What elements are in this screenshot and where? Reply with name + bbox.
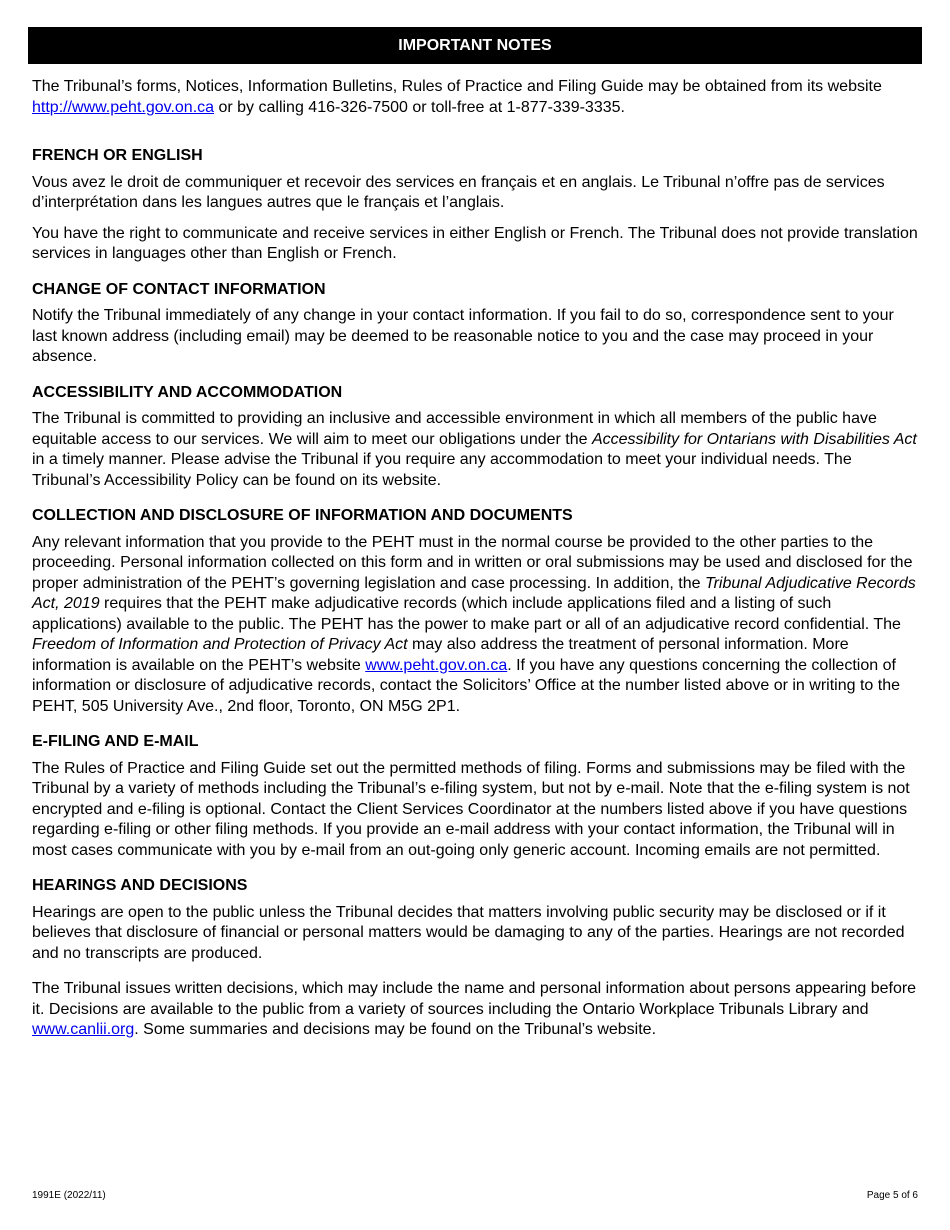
intro-paragraph xyxy=(32,77,918,118)
intro-text-1: The Tribunal’s forms, Notices, Information Bulletins, Rules of Practice and Filing Guide may be obtained from its website xyxy=(32,78,882,95)
collection-text-2: requires that the PEHT make adjudicative records (which include applications filed and a listing of such applications) available to the public. The PEHT has the power to make part or all of an adjudicative record confidential. The xyxy=(32,595,901,633)
accessibility-act-title: Accessibility for Ontarians with Disabilities Act xyxy=(591,430,917,448)
records-act-title: Tribunal Adjudicative Records Act, 2019 xyxy=(32,574,916,612)
important-notes-header xyxy=(28,27,922,64)
peht-website-link[interactable]: www.peht.gov.on.ca xyxy=(365,656,508,674)
accessibility-heading: ACCESSIBILITY AND ACCOMMODATION xyxy=(32,383,343,401)
hearings-heading: HEARINGS AND DECISIONS xyxy=(32,877,248,894)
privacy-act-title: Freedom of Information and Protection of Privacy Act xyxy=(32,636,408,653)
canlii-link[interactable]: www.canlii.org xyxy=(32,1021,135,1038)
efiling-heading: E-FILING AND E-MAIL xyxy=(32,733,199,750)
decisions-text-1: The Tribunal issues written decisions, which may include the name and personal information about persons appearing before it. Decisions are available to the public from a variety of sources including the Ontario Workplace Tribunals Library and xyxy=(32,980,917,1018)
accessibility-text-2: in a timely manner. Please advise the Tribunal if you require any accommodation to meet your individual needs. The Tribunal’s Accessibility Policy can be found on its website. xyxy=(32,451,852,489)
efiling-paragraph: The Rules of Practice and Filing Guide set out the permitted methods of filing. Forms and submissions may be filed with the Tribunal by a variety of methods including the Tribunal’s e-filing system, but not by e-mail. Note that the e-filing system is not encrypted and e-filing is optional. Contact the Client Services Coordinator at the numbers listed above if you have questions regarding e-filing or other filing methods. If you provide an e-mail address with your contact information, the Tribunal will in most cases communicate with you by e-mail from an out-going only generic account. Incoming emails are not permitted. xyxy=(32,759,910,859)
contact-change-heading: CHANGE OF CONTACT INFORMATION xyxy=(32,280,326,298)
collection-text-4: . If you have any questions concerning the collection of information or disclosure of adjudicative records, contact the Solicitors’ Office at the number listed above or in writing to the PEHT, 505 University Ave., 2nd floor, Toronto, ON M5G 2P1. xyxy=(32,656,900,715)
decisions-text-2: . Some summaries and decisions may be found on the Tribunal’s website. xyxy=(134,1021,657,1038)
header-title: IMPORTANT NOTES xyxy=(398,37,552,54)
collection-text-3: may also address the treatment of personal information. More information is available on the PEHT’s website xyxy=(32,636,849,674)
website-link[interactable]: http://www.peht.gov.on.ca xyxy=(32,98,215,116)
english-paragraph: You have the right to communicate and receive services in either English or French. The Tribunal does not provide translation services in languages other than English or French. xyxy=(32,224,918,262)
collection-heading: COLLECTION AND DISCLOSURE OF INFORMATION AND DOCUMENTS xyxy=(32,507,573,524)
form-code: 1991E (2022/11) xyxy=(32,1190,106,1201)
notes-content xyxy=(32,77,918,1041)
hearings-paragraph: Hearings are open to the public unless the Tribunal decides that matters involving public security may be disclosed or if it believes that disclosure of financial or personal matters would be damaging to any of the parties. Hearings are not recorded and no transcripts are produced. xyxy=(32,903,905,962)
decisions-paragraph xyxy=(32,979,918,1041)
french-english-heading: FRENCH OR ENGLISH xyxy=(32,147,203,164)
contact-change-paragraph: Notify the Tribunal immediately of any change in your contact information. If you fail to do so, correspondence sent to your last known address (including email) may be deemed to be reasonable notice to you and the case may proceed in your absence. xyxy=(32,307,894,365)
accessibility-paragraph xyxy=(32,409,918,491)
accessibility-text-1: The Tribunal is committed to providing an inclusive and accessible environment in which all members of the public have equitable access to our services. We will aim to meet our obligations under the xyxy=(32,410,877,448)
collection-paragraph xyxy=(32,533,918,718)
page-number: Page 5 of 6 xyxy=(866,1190,918,1201)
collection-text-1: Any relevant information that you provide to the PEHT must in the normal course be provided to the other parties to the proceeding. Personal information collected on this form and in written or oral submissions may be used and disclosed for the proper administration of the PEHT’s governing legislation and case processing. In addition, the xyxy=(32,533,913,592)
french-paragraph: Vous avez le droit de communiquer et recevoir des services en français et en anglais. Le Tribunal n’offre pas de services d’interprétation dans les langues autres que le français et l’anglais. xyxy=(32,173,885,211)
intro-text-2: or by calling 416-326-7500 or toll-free at 1-877-339-3335. xyxy=(214,98,625,116)
